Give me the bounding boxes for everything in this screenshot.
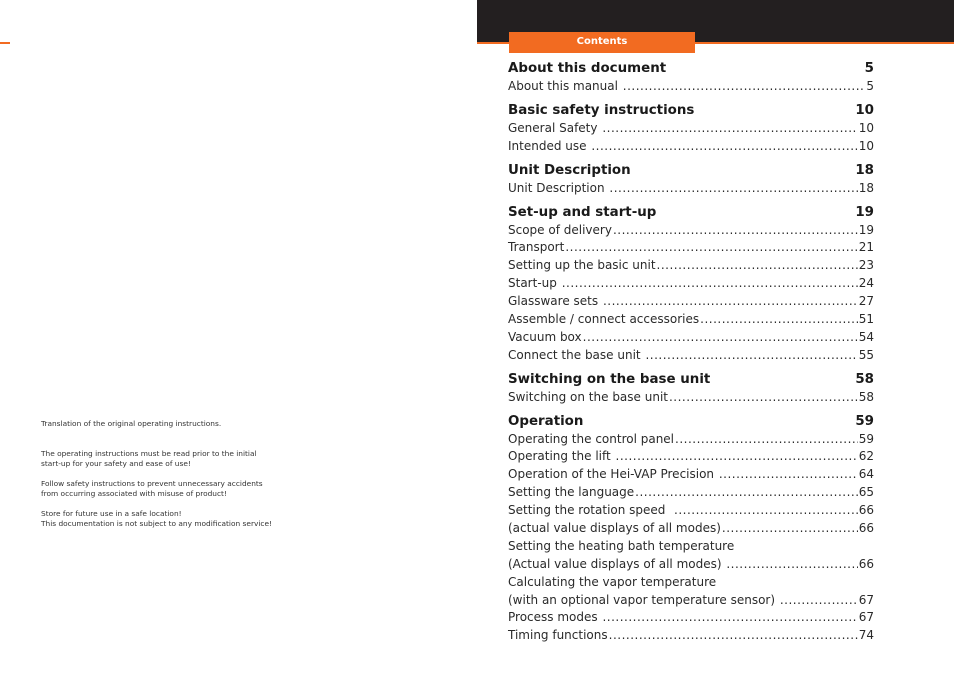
dot-leader [719,466,858,484]
entry-title: Operation of the Hei-VAP Precision [508,467,718,482]
entry-page-number: 62 [858,449,874,464]
translation-note: Translation of the original operating instructions. [41,419,222,428]
entry-title: Connect the base unit [508,347,645,362]
toc-entry[interactable] [508,257,874,275]
toc-section-heading[interactable] [508,371,874,389]
entry-page-number: 5 [866,79,874,93]
entry-title: Vacuum box [508,329,582,344]
toc-entry[interactable] [508,389,874,407]
dot-leader [722,520,858,538]
toc-entry[interactable] [508,275,874,293]
left-accent-line [0,42,10,44]
entry-page-number: 18 [858,180,874,195]
entry-page-number: 66 [858,521,874,536]
section-title: Operation [508,413,584,429]
entry-title: About this manual [508,79,622,93]
entry-title: General Safety [508,120,602,135]
dot-leader [645,347,857,365]
toc-entry[interactable] [508,120,874,138]
toc-entry[interactable] [508,466,874,484]
dot-leader [602,609,857,627]
toc-section-heading[interactable] [508,60,874,78]
entry-page-number: 21 [858,240,874,255]
dot-leader [616,448,858,466]
entry-title: Scope of delivery [508,222,612,237]
section-title: About this document [508,61,667,76]
entry-page-number: 67 [858,610,874,625]
dot-leader [657,257,858,275]
entry-title: (Actual value displays of all modes) [508,556,726,571]
toc-entry[interactable] [508,347,874,365]
toc-entry[interactable] [508,78,874,96]
entry-page-number: 66 [858,503,874,518]
dot-leader [780,592,858,610]
toc-section-heading[interactable] [508,413,874,431]
entry-title: Glassware sets [508,294,602,309]
entry-page-number: 64 [858,467,874,482]
entry-title: Transport [508,240,565,255]
entry-page-number: 23 [858,258,874,273]
toc-entry[interactable] [508,239,874,257]
toc-entry[interactable] [508,431,874,449]
entry-page-number: 51 [858,312,874,327]
dot-leader [591,138,857,156]
toc-entry[interactable] [508,293,874,311]
entry-title: Intended use [508,138,591,153]
toc-entry[interactable] [508,627,874,645]
toc-entry[interactable] [508,574,874,592]
notice-line: The operating instructions must be read prior to the initial [41,449,257,458]
toc-entry[interactable] [508,138,874,156]
notice-line: from occurring associated with misuse of product! [41,489,227,498]
entry-title: Setting up the basic unit [508,258,656,273]
notice-line: Store for future use in a safe location! [41,509,182,518]
notice-line: start-up for your safety and ease of use! [41,459,191,468]
entry-title: Assemble / connect accessories [508,312,700,327]
entry-title: Calculating the vapor temperature [508,574,717,589]
toc-entry[interactable] [508,592,874,610]
dot-leader [674,502,858,520]
section-page-number: 18 [855,162,874,178]
notice-line: This documentation is not subject to any modification service! [41,519,272,528]
entry-title: Timing functions [508,628,608,643]
entry-page-number: 10 [858,138,874,153]
notice-line [41,499,272,509]
notice-line [41,469,272,479]
dot-leader [669,389,858,407]
toc-entry[interactable] [508,448,874,466]
toc-entry[interactable] [508,222,874,240]
entry-title: Switching on the base unit [508,389,668,404]
dot-leader [609,180,857,198]
dot-leader [603,293,858,311]
dot-leader [726,556,857,574]
toc-section-heading[interactable] [508,204,874,222]
entry-title: Process modes [508,610,602,625]
section-page-number: 58 [855,371,874,387]
entry-title: Operating the control panel [508,431,675,446]
entry-title: Unit Description [508,180,609,195]
entry-page-number: 10 [858,120,874,135]
toc-entry[interactable] [508,484,874,502]
dot-leader [700,311,858,329]
dot-leader [562,275,858,293]
dot-leader [583,329,858,347]
entry-page-number: 27 [858,294,874,309]
entry-title: Setting the heating bath temperature [508,538,735,553]
section-title: Basic safety instructions [508,102,695,118]
dot-leader [602,120,857,138]
notice-line: Follow safety instructions to prevent unnecessary accidents [41,479,263,488]
toc-entry[interactable] [508,502,874,520]
entry-page-number: 67 [858,592,874,607]
entry-page-number: 66 [858,556,874,571]
toc-entry[interactable] [508,329,874,347]
entry-page-number: 54 [858,329,874,344]
safety-notice [41,449,272,529]
section-page-number: 5 [864,61,874,76]
dot-leader [609,627,858,645]
entry-page-number: 19 [858,222,874,237]
entry-page-number: 59 [858,431,874,446]
section-page-number: 59 [855,413,874,429]
entry-title: Setting the rotation speed [508,503,674,518]
dot-leader [565,239,857,257]
entry-page-number: 65 [858,485,874,500]
toc-entry[interactable] [508,538,874,556]
section-title: Unit Description [508,162,631,178]
entry-page-number: 58 [858,389,874,404]
dot-leader [675,431,858,449]
section-title: Set-up and start-up [508,204,657,220]
contents-page [477,0,954,683]
entry-page-number: 24 [858,276,874,291]
entry-title: Operating the lift [508,449,615,464]
section-page-number: 19 [855,204,874,220]
toc-entry[interactable] [508,180,874,198]
toc-entry[interactable] [508,556,874,574]
toc-section-heading[interactable] [508,102,874,120]
toc-entry[interactable] [508,520,874,538]
section-page-number: 10 [855,102,874,118]
entry-page-number: 55 [858,347,874,362]
entry-title: Start-up [508,276,561,291]
section-title: Switching on the base unit [508,371,711,387]
entry-title: (actual value displays of all modes) [508,521,721,536]
dot-leader [623,78,866,96]
entry-title: (with an optional vapor temperature sensor) [508,592,779,607]
contents-tab: Contents [509,32,695,53]
dot-leader [635,484,858,502]
toc-section-heading[interactable] [508,162,874,180]
table-of-contents [508,60,874,645]
dot-leader [613,222,858,240]
toc-entry[interactable] [508,609,874,627]
entry-title: Setting the language [508,485,635,500]
entry-page-number: 74 [858,628,874,643]
toc-entry[interactable] [508,311,874,329]
